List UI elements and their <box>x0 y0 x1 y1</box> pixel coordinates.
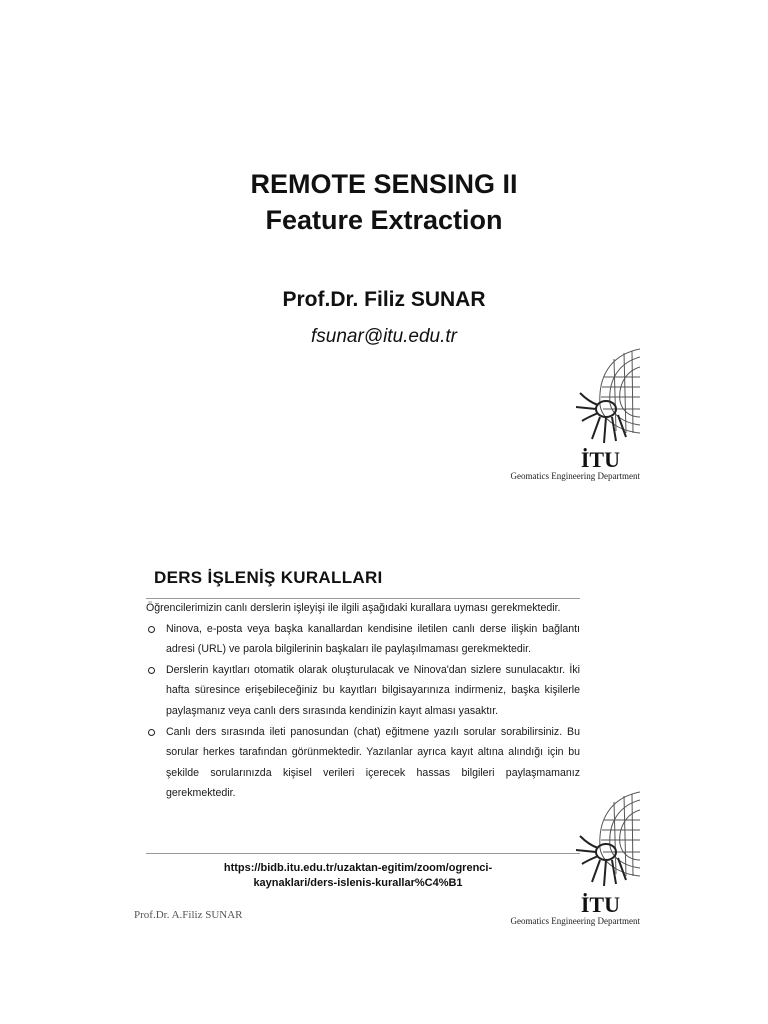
rule-item <box>146 660 580 722</box>
source-link-line1[interactable]: https://bidb.itu.edu.tr/uzaktan-egitim/zoom/ogrenci- <box>223 862 493 874</box>
bullet-icon <box>148 626 155 633</box>
logo-department: Geomatics Engineering Department <box>510 916 640 926</box>
title-slide <box>128 125 640 483</box>
slide-heading: DERS İŞLENİŞ KURALLARI <box>154 568 383 587</box>
rules-intro: Öğrencilerimizin canlı derslerin işleyişi ile ilgili aşağıdaki kurallara uyması gerekmektedir. <box>146 602 561 614</box>
bullet-icon <box>148 667 155 674</box>
rule-text: Derslerin kayıtları otomatik olarak oluşturulacak ve Ninova'dan sizlere sunulacaktır. İki hafta süresince erişebileceğiniz bu kayıtları bilgisayarınıza indirmeniz, başka kişilerle paylaşmanız veya canlı ders sırasında kendinizin kayıt alması yasaktır. <box>166 663 580 717</box>
logo-wordmark: İTU <box>580 892 620 917</box>
rules-body <box>146 598 580 804</box>
rules-slide <box>128 540 640 930</box>
source-link[interactable] <box>168 861 548 891</box>
logo-department: Geomatics Engineering Department <box>510 471 640 481</box>
slide-title: REMOTE SENSING II <box>250 169 518 199</box>
rule-text: Ninova, e-posta veya başka kanallardan kendisine iletilen canlı derse ilişkin bağlantı adresi (URL) ve parola bilgilerinin başkaları ile paylaşılmaması gerekmektedir. <box>166 622 580 656</box>
author-name: Prof.Dr. Filiz SUNAR <box>282 288 486 311</box>
rule-item <box>146 619 580 660</box>
rules-list <box>146 619 580 804</box>
itu-logo <box>510 790 640 930</box>
author-email: fsunar@itu.edu.tr <box>310 326 458 347</box>
rule-text: Canlı ders sırasında ileti panosundan (chat) eğitmene yazılı sorular sorabilirsiniz. Bu sorular herkes tarafından görünmektedir. Yazılanlar ayrıca kayıt altına alındığı için bu şekilde sorularınızda kişisel verileri içerecek hassas bilgileri paylaşmamanız gerekmektedir. <box>166 725 580 800</box>
source-link-line2[interactable]: kaynaklari/ders-islenis-kurallar%C4%B1 <box>253 877 463 889</box>
logo-wordmark: İTU <box>580 447 620 472</box>
bee-emblem-icon <box>570 347 640 447</box>
slide-subtitle: Feature Extraction <box>265 205 503 235</box>
itu-logo <box>510 347 640 483</box>
bee-emblem-icon <box>570 790 640 890</box>
slide-footer: Prof.Dr. A.Filiz SUNAR <box>134 909 243 921</box>
bullet-icon <box>148 729 155 736</box>
